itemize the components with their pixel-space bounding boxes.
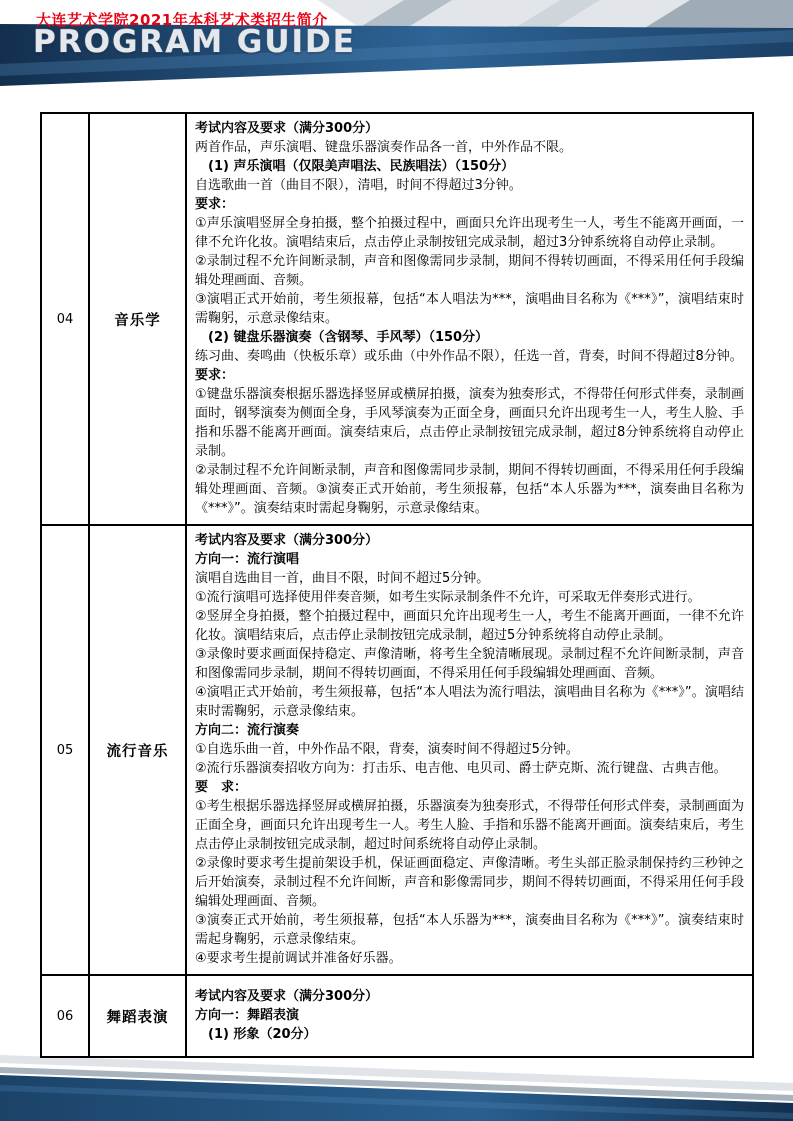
content-line: ③演奏正式开始前，考生须报幕，包括“本人乐器为***，演奏曲目名称为《***》”。演奏结束时需起身鞠躬，示意录像结束。	[195, 913, 744, 947]
table-row-pop-music	[41, 525, 753, 975]
table-row-musicology	[41, 113, 753, 525]
content-line: 要 求：	[195, 780, 248, 795]
program-requirements	[186, 113, 753, 525]
content-line: ③演唱正式开始前，考生须报幕，包括“本人唱法为***，演唱曲目名称为《***》”，演唱结束时需鞠躬，示意录像结束。	[195, 292, 744, 326]
content-line: 方向一：流行演唱	[195, 552, 300, 567]
program-requirements	[186, 525, 753, 975]
content-line: 方向一：舞蹈表演	[195, 1008, 300, 1023]
content-line: ①自选乐曲一首，中外作品不限，背奏，演奏时间不得超过5分钟。	[195, 742, 579, 757]
content-line: 考试内容及要求（满分300分）	[195, 533, 379, 548]
content-line: 两首作品，声乐演唱、键盘乐器演奏作品各一首，中外作品不限。	[195, 140, 573, 155]
header-subtitle: PROGRAM GUIDE	[33, 24, 356, 60]
content-line: 考试内容及要求（满分300分）	[195, 989, 379, 1004]
content-line: ②录制过程不允许间断录制，声音和图像需同步录制，期间不得转切画面，不得采用任何手段编辑处理画面、音频。	[195, 254, 744, 288]
program-requirements	[186, 975, 753, 1057]
content-line: 练习曲、奏鸣曲（快板乐章）或乐曲（中外作品不限），任选一首，背奏，时间不得超过8分钟。	[195, 349, 743, 364]
content-line: 演唱自选曲目一首，曲目不限，时间不超过5分钟。	[195, 571, 490, 586]
content-line: ②录制过程不允许间断录制，声音和图像需同步录制，期间不得转切画面，不得采用任何手段编辑处理画面、音频。③演奏正式开始前，考生须报幕，包括“本人乐器为***，演奏曲目名称为《***》”。演奏结束时需起身鞠躬，示意录像结束。	[195, 463, 744, 516]
content-line: ④演唱正式开始前，考生须报幕，包括“本人唱法为流行唱法，演唱曲目名称为《***》”。演唱结束时需鞠躬，示意录像结束。	[195, 685, 744, 719]
content-line: ④要求考生提前调试并准备好乐器。	[195, 951, 402, 966]
content-line: 自选歌曲一首（曲目不限），清唱，时间不得超过3分钟。	[195, 178, 522, 193]
program-code: 05	[41, 525, 89, 975]
program-table-section	[40, 112, 754, 1058]
content-line: ②流行乐器演奏招收方向为：打击乐、电吉他、电贝司、爵士萨克斯、流行键盘、古典吉他。	[195, 761, 727, 776]
program-code: 04	[41, 113, 89, 525]
table-row-dance-performance	[41, 975, 753, 1057]
content-line: 方向二：流行演奏	[195, 723, 300, 738]
content-line: ①流行演唱可选择使用伴奏音频，如考生实际录制条件不允许，可采取无伴奏形式进行。	[195, 590, 701, 605]
doc-title: 大连艺术学院2021年本科艺术类招生简介	[36, 11, 328, 29]
content-line: (2) 键盘乐器演奏（含钢琴、手风琴）（150分）	[195, 330, 489, 345]
program-major: 音乐学	[89, 113, 186, 525]
content-line: ①考生根据乐器选择竖屏或横屏拍摄，乐器演奏为独奏形式，不得带任何形式伴奏，录制画面为正面全身，画面只允许出现考生一人。考生人脸、手指和乐器不能离开画面。演奏结束后，考生点击停止录制按钮完成录制，超过时间系统将自动停止录制。	[195, 799, 744, 852]
program-major: 流行音乐	[89, 525, 186, 975]
program-table	[40, 112, 754, 1058]
page-header	[0, 0, 793, 100]
program-major: 舞蹈表演	[89, 975, 186, 1057]
content-line: ②录像时要求考生提前架设手机，保证画面稳定、声像清晰。考生头部正脸录制保持约三秒钟之后开始演奏，录制过程不允许间断，声音和影像需同步，期间不得转切画面，不得采用任何手段编辑处理画面、音频。	[195, 856, 744, 909]
content-line: (1) 形象（20分）	[195, 1027, 317, 1042]
content-line: ①键盘乐器演奏根据乐器选择竖屏或横屏拍摄，演奏为独奏形式，不得带任何形式伴奏，录制画面时，钢琴演奏为侧面全身，手风琴演奏为正面全身，画面只允许出现考生一人，考生人脸、手指和乐器不能离开画面。演奏结束后，点击停止录制按钮完成录制，超过8分钟系统将自动停止录制。	[195, 387, 744, 459]
content-line: 要求：	[195, 197, 235, 212]
content-line: ③录像时要求画面保持稳定、声像清晰，将考生全貌清晰展现。录制过程不允许间断录制，声音和图像需同步录制，期间不得转切画面，不得采用任何手段编辑处理画面、音频。	[195, 647, 744, 681]
program-code: 06	[41, 975, 89, 1057]
content-line: ①声乐演唱竖屏全身拍摄，整个拍摄过程中，画面只允许出现考生一人，考生不能离开画面，一律不允许化妆。演唱结束后，点击停止录制按钮完成录制，超过3分钟系统将自动停止录制。	[195, 216, 744, 250]
content-line: 考试内容及要求（满分300分）	[195, 121, 379, 136]
content-line: ②竖屏全身拍摄，整个拍摄过程中，画面只允许出现考生一人，考生不能离开画面，一律不允许化妆。演唱结束后，点击停止录制按钮完成录制，超过5分钟系统将自动停止录制。	[195, 609, 744, 643]
content-line: 要求：	[195, 368, 235, 383]
content-line: (1) 声乐演唱（仅限美声唱法、民族唱法）（150分）	[195, 159, 515, 174]
